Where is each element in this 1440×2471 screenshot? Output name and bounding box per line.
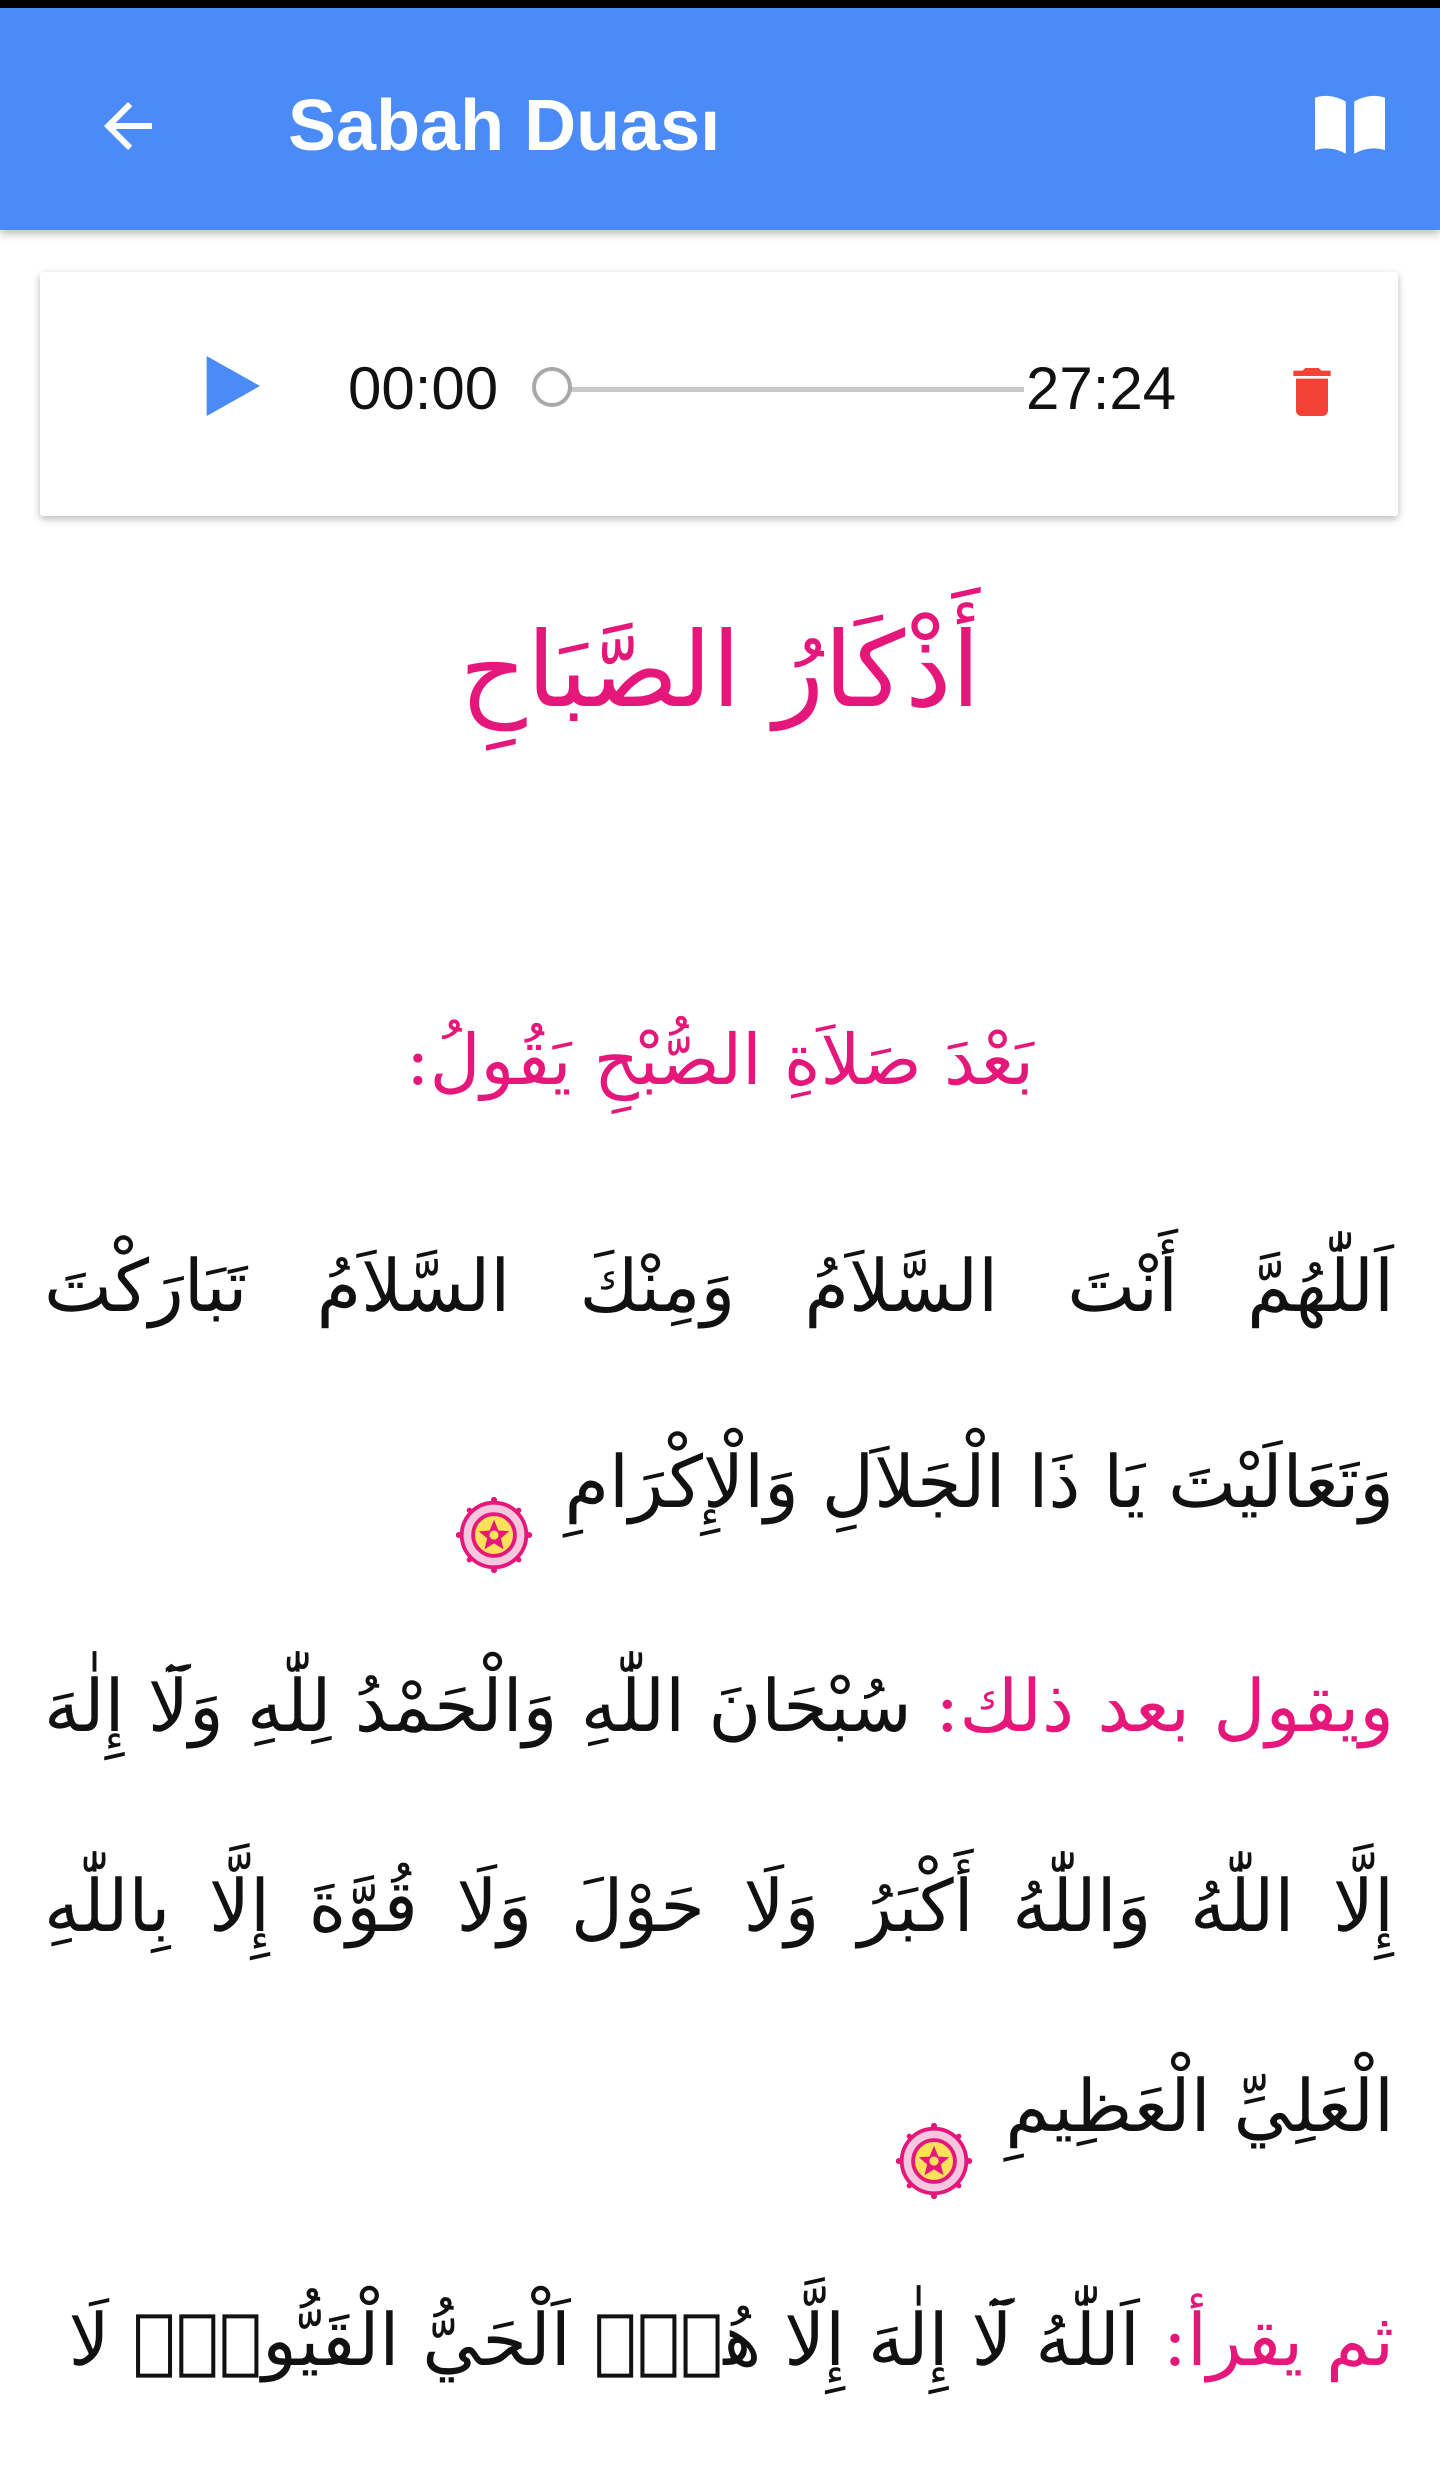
rosette-ornament-icon [456,1450,532,1526]
audio-player [40,272,1398,516]
delete-button[interactable] [1272,352,1352,432]
book-open-icon [1308,82,1392,166]
seek-bar[interactable] [532,354,1024,424]
total-time: 27:24 [1026,355,1177,422]
instruction-label: ويقول بعد ذلك: [935,1664,1395,1748]
dua-text: اَللّٰهُ لَٓا إِلٰهَ إِلَّا هُوَۚ اَلْحَيُّ الْقَيُّومُۚ لَا [68,2298,1140,2382]
status-bar [0,0,1440,8]
prayer-heading: أَذْكَارُ الصَّبَاحِ [459,609,981,731]
dua-text: سُبْحَانَ اللّٰهِ وَالْحَمْدُ لِلّٰهِ وَلَٓا إِلٰهَ إِلَّا اللّٰهُ وَاللّٰهُ أَكْبَرُ وَلَا حَوْلَ وَلَا قُوَّةَ إِلَّا بِاللّٰهِ الْعَلِيِّ الْعَظِيمِ [44,1664,1394,2148]
rosette-ornament-icon [896,2074,972,2150]
dua-paragraph-1 [44,1188,1394,1580]
current-time: 00:00 [348,355,499,422]
instruction-label: ثم يقرأ: [1162,2298,1394,2382]
back-button[interactable] [80,78,176,174]
play-button[interactable] [180,336,280,436]
dua-paragraph-2 [44,1606,1394,2206]
play-icon [190,346,270,426]
trash-icon [1280,360,1344,424]
seek-track [556,387,1024,392]
prayer-subheading: بَعْدَ صَلاَةِ الصُّبْحِ يَقُولُ: [406,1019,1034,1101]
dua-paragraph-3 [44,2240,1394,2440]
page-title: Sabah Duası [288,86,721,166]
dua-text: اَللّٰهُمَّ أَنْتَ السَّلاَمُ وَمِنْكَ السَّلاَمُ تَبَارَكْتَ وَتَعَالَيْتَ يَا ذَا الْجَلاَلِ وَالْإِكْرَامِ [44,1244,1394,1524]
book-button[interactable] [1300,74,1400,174]
arrow-back-icon [92,90,164,162]
app-bar [0,8,1440,230]
seek-thumb[interactable] [532,367,572,407]
